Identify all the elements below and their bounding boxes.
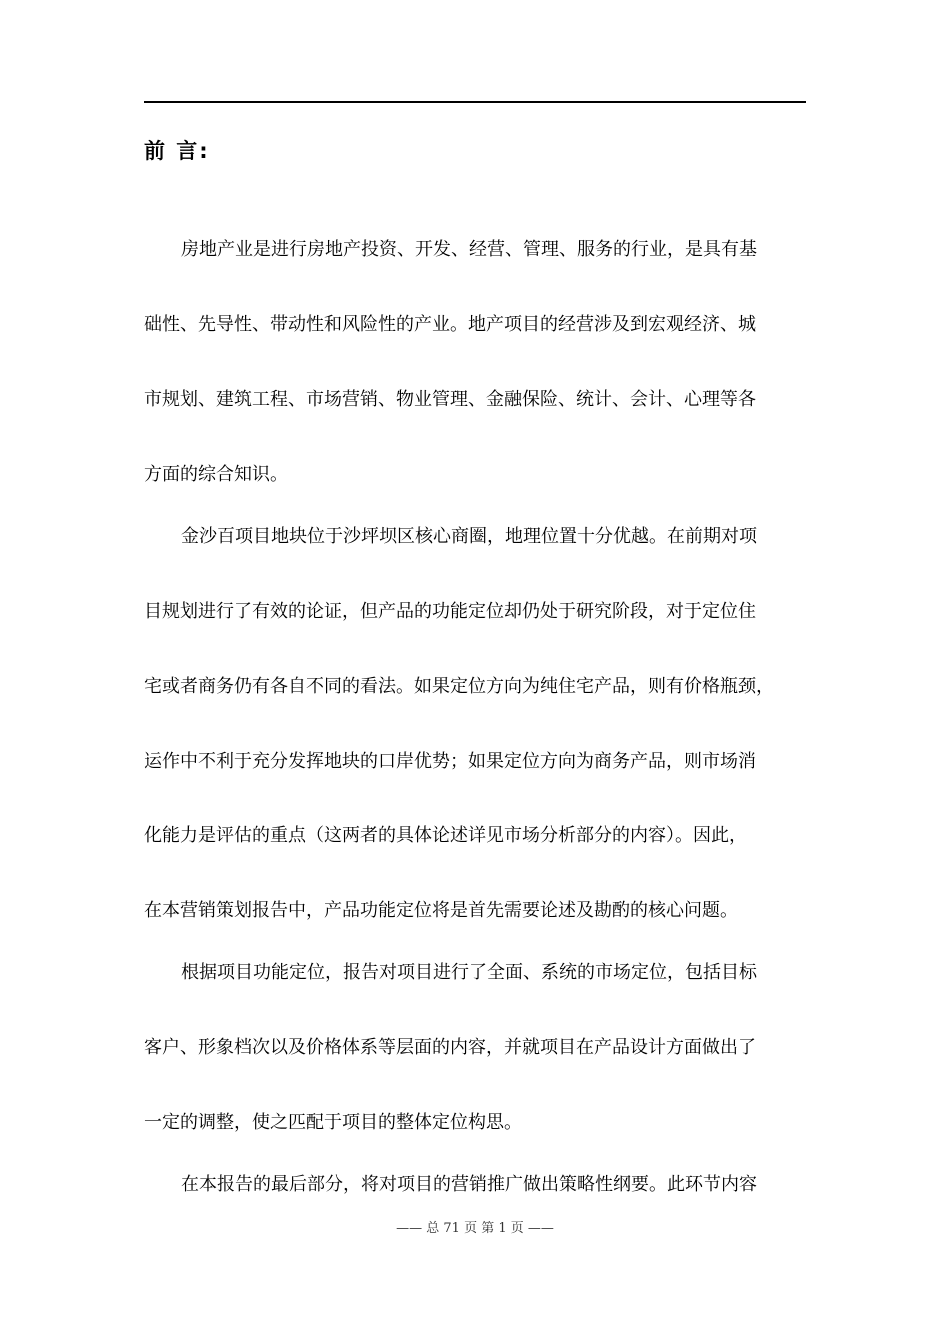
section-title: 前 言: xyxy=(144,139,210,163)
paragraph-line: 根据项目功能定位，报告对项目进行了全面、系统的市场定位，包括目标 xyxy=(181,962,757,983)
paragraph-line: 运作中不利于充分发挥地块的口岸优势；如果定位方向为商务产品，则市场消 xyxy=(144,751,756,772)
paragraph-line: 客户、形象档次以及价格体系等层面的内容，并就项目在产品设计方面做出了 xyxy=(144,1037,756,1058)
paragraph-line: 方面的综合知识。 xyxy=(144,464,288,485)
paragraph-line: 目规划进行了有效的论证，但产品的功能定位却仍处于研究阶段，对于定位住 xyxy=(144,601,756,622)
paragraph-line: 在本营销策划报告中，产品功能定位将是首先需要论述及勘酌的核心问题。 xyxy=(144,900,738,921)
page-footer: —— 总 71 页 第 1 页 —— xyxy=(396,1221,554,1236)
paragraph-line: 市规划、建筑工程、市场营销、物业管理、金融保险、统计、会计、心理等各 xyxy=(144,389,756,410)
paragraph-line: 在本报告的最后部分，将对项目的营销推广做出策略性纲要。此环节内容 xyxy=(181,1174,757,1195)
paragraph-line: 金沙百项目地块位于沙坪坝区核心商圈，地理位置十分优越。在前期对项 xyxy=(181,526,757,547)
header-rule xyxy=(144,101,806,103)
paragraph-line: 化能力是评估的重点（这两者的具体论述详见市场分析部分的内容）。因此， xyxy=(144,825,747,846)
paragraph-line: 宅或者商务仍有各自不同的看法。如果定位方向为纯住宅产品，则有价格瓶颈， xyxy=(144,676,774,697)
paragraph-line: 一定的调整，使之匹配于项目的整体定位构思。 xyxy=(144,1112,522,1133)
paragraph-line: 础性、先导性、带动性和风险性的产业。地产项目的经营涉及到宏观经济、城 xyxy=(144,314,756,335)
paragraph-line: 房地产业是进行房地产投资、开发、经营、管理、服务的行业，是具有基 xyxy=(181,239,757,260)
